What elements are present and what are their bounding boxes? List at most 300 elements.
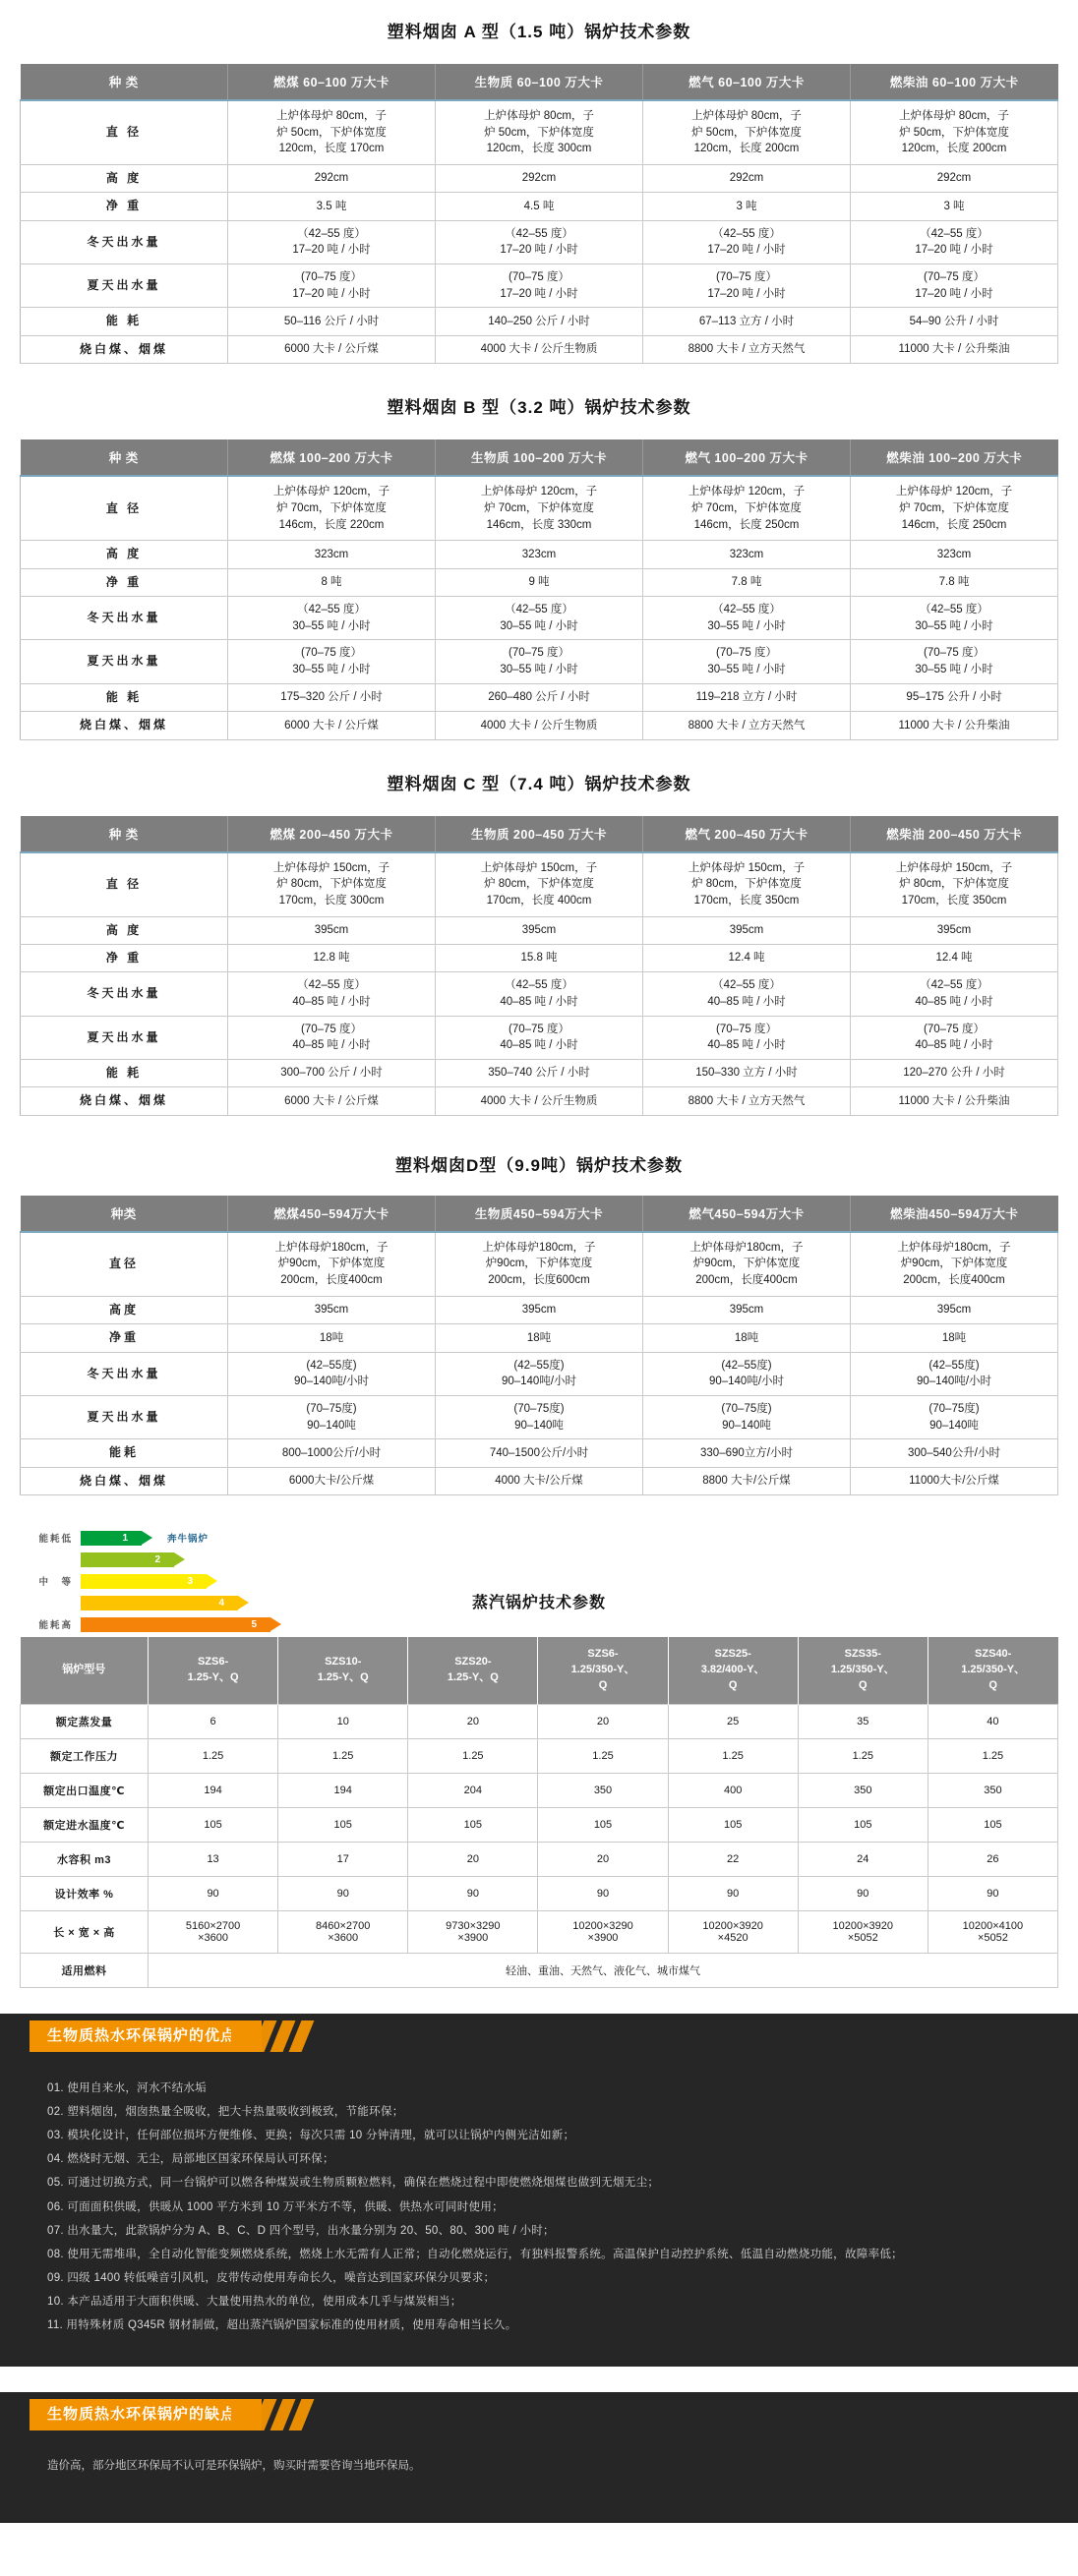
table-a-body (21, 100, 1058, 364)
table-cell: 上炉体母炉 150cm，子 炉 80cm，下炉体宽度 170cm，长度 300cm (228, 852, 436, 917)
table-a-col-3: 燃气 60–100 万大卡 (643, 64, 851, 100)
table-cell: 上炉体母炉 150cm，子 炉 80cm，下炉体宽度 170cm，长度 400cm (436, 852, 643, 917)
row-label: 烧白煤、烟煤 (21, 1467, 228, 1494)
table-c-col-1: 燃煤 200–450 万大卡 (228, 816, 436, 852)
table-cell: 8800 大卡/公斤煤 (643, 1467, 851, 1494)
steam-row (21, 1738, 1058, 1773)
bottom-spacer (0, 2501, 1078, 2523)
table-row (21, 541, 1058, 568)
table-cell: （42–55 度） 17–20 吨 / 小时 (228, 220, 436, 263)
table-cell: 上炉体母炉 80cm，子 炉 50cm，下炉体宽度 120cm，长度 170cm (228, 100, 436, 165)
table-cell: 6000大卡/公斤煤 (228, 1467, 436, 1494)
white-gap-2 (0, 2367, 1078, 2392)
table-cell: 300–700 公斤 / 小时 (228, 1060, 436, 1087)
steam-cell: 24 (798, 1842, 928, 1876)
energy-bar-row (20, 1572, 1058, 1590)
row-label: 净 重 (21, 568, 228, 596)
table-c-header-row (21, 816, 1058, 852)
table-cell: 67–113 立方 / 小时 (643, 308, 851, 335)
row-label: 烧白煤、烟煤 (21, 712, 228, 739)
table-row (21, 1439, 1058, 1467)
table-c (20, 816, 1058, 1116)
advantages-list (0, 2059, 1078, 2368)
table-b-col-1: 燃煤 100–200 万大卡 (228, 439, 436, 476)
table-cell: 18吨 (228, 1324, 436, 1352)
row-label: 冬天出水量 (21, 597, 228, 640)
steam-body (21, 1704, 1058, 1987)
table-cell: (70–75 度） 30–55 吨 / 小时 (228, 640, 436, 683)
table-cell: 4000 大卡 / 公斤生物质 (436, 712, 643, 739)
table-cell: 4000 大卡 / 公斤生物质 (436, 1087, 643, 1115)
table-b-header-row (21, 439, 1058, 476)
steam-col-header: SZS6- 1.25/350-Y、 Q (538, 1637, 668, 1704)
steam-cell: 105 (798, 1807, 928, 1842)
table-cell: 800–1000公斤/小时 (228, 1439, 436, 1467)
table-d-col-3: 燃气450–594万大卡 (643, 1196, 851, 1232)
steam-cell: 105 (538, 1807, 668, 1842)
row-label: 净重 (21, 1324, 228, 1352)
table-d-col-4: 燃柴油450–594万大卡 (851, 1196, 1058, 1232)
table-d-col-1: 燃煤450–594万大卡 (228, 1196, 436, 1232)
steam-cell: 17 (278, 1842, 408, 1876)
steam-col-header: SZS40- 1.25/350-Y、 Q (928, 1637, 1057, 1704)
table-row (21, 1352, 1058, 1395)
steam-cell: 1.25 (538, 1738, 668, 1773)
table-cell: 11000大卡/公斤煤 (851, 1467, 1058, 1494)
steam-cell: 194 (278, 1773, 408, 1807)
table-row (21, 193, 1058, 220)
steam-col-header: SZS20- 1.25-Y、Q (408, 1637, 538, 1704)
table-row (21, 220, 1058, 263)
table-cell: 6000 大卡 / 公斤煤 (228, 1087, 436, 1115)
table-c-body (21, 852, 1058, 1116)
table-b-col-0: 种 类 (21, 439, 228, 476)
advantage-item: 01. 使用自来水，河水不结水垢 (47, 2081, 207, 2094)
table-d-body (21, 1232, 1058, 1495)
steam-col-header: SZS10- 1.25-Y、Q (278, 1637, 408, 1704)
steam-cell: 1.25 (278, 1738, 408, 1773)
table-cell: 9 吨 (436, 568, 643, 596)
table-b-col-2: 生物质 100–200 万大卡 (436, 439, 643, 476)
table-cell: 8800 大卡 / 立方天然气 (643, 1087, 851, 1115)
row-label: 冬天出水量 (21, 972, 228, 1016)
energy-arrow-icon (81, 1574, 207, 1589)
row-label: 能 耗 (21, 683, 228, 711)
table-cell: 395cm (436, 916, 643, 944)
row-label: 夏天出水量 (21, 264, 228, 308)
table-cell: (42–55度) 90–140吨/小时 (228, 1352, 436, 1395)
table-b (20, 439, 1058, 739)
steam-cell: 1.25 (928, 1738, 1057, 1773)
steam-cell: 26 (928, 1842, 1057, 1876)
steam-cell: 10200×3290 ×3900 (538, 1910, 668, 1953)
table-cell: (70–75 度） 40–85 吨 / 小时 (228, 1016, 436, 1059)
steam-cell: 20 (408, 1704, 538, 1738)
table-row (21, 1060, 1058, 1087)
steam-cell: 35 (798, 1704, 928, 1738)
table-cell: 上炉体母炉 120cm，子 炉 70cm，下炉体宽度 146cm，长度 330cm (436, 476, 643, 541)
table-cell: 292cm (851, 165, 1058, 193)
table-row (21, 916, 1058, 944)
row-label: 能耗 (21, 1439, 228, 1467)
advantages-ribbon-area (0, 2014, 1078, 2059)
table-cell: 323cm (851, 541, 1058, 568)
table-d (20, 1196, 1058, 1495)
table-cell: 3.5 吨 (228, 193, 436, 220)
table-cell: （42–55 度） 30–55 吨 / 小时 (851, 597, 1058, 640)
steam-col-header: SZS6- 1.25-Y、Q (149, 1637, 278, 1704)
white-gap (0, 1988, 1078, 2014)
table-cell: （42–55 度） 40–85 吨 / 小时 (228, 972, 436, 1016)
table-d-col-2: 生物质450–594万大卡 (436, 1196, 643, 1232)
row-label: 直 径 (21, 100, 228, 165)
steam-fuel-label: 适用燃料 (21, 1953, 149, 1987)
steam-row-label: 额定进水温度℃ (21, 1807, 149, 1842)
table-d-title: 塑料烟囱D型（9.9吨）锅炉技术参数 (395, 1155, 683, 1175)
table-cell: 7.8 吨 (643, 568, 851, 596)
steam-cell: 22 (668, 1842, 798, 1876)
table-cell: 395cm (228, 916, 436, 944)
table-cell: 395cm (643, 916, 851, 944)
table-cell: (70–75 度） 17–20 吨 / 小时 (436, 264, 643, 308)
table-row (21, 165, 1058, 193)
table-c-col-3: 燃气 200–450 万大卡 (643, 816, 851, 852)
brand-label: 奔牛锅炉 (167, 1534, 210, 1546)
advantage-item: 05. 可通过切换方式，同一台锅炉可以燃各种煤炭或生物质颗粒燃料，确保在燃烧过程中即使燃烧烟煤也做到无烟无尘； (47, 2177, 660, 2190)
steam-cell: 90 (149, 1876, 278, 1910)
row-label: 夏天出水量 (21, 1016, 228, 1059)
table-cell: 18吨 (436, 1324, 643, 1352)
table-row (21, 972, 1058, 1016)
table-row (21, 335, 1058, 363)
table-cell: 350–740 公斤 / 小时 (436, 1060, 643, 1087)
ribbon-arrow-icon (231, 2020, 253, 2052)
table-cell: (70–75度) 90–140吨 (851, 1395, 1058, 1438)
steam-row-label: 额定工作压力 (21, 1738, 149, 1773)
table-cell: 292cm (643, 165, 851, 193)
table-cell: 上炉体母炉 120cm，子 炉 70cm，下炉体宽度 146cm，长度 220cm (228, 476, 436, 541)
row-label: 直 径 (21, 476, 228, 541)
table-cell: 292cm (436, 165, 643, 193)
steam-cell: 90 (668, 1876, 798, 1910)
row-label: 高度 (21, 1296, 228, 1323)
steam-cell: 9730×3290 ×3900 (408, 1910, 538, 1953)
steam-row (21, 1807, 1058, 1842)
table-row (21, 1395, 1058, 1438)
steam-cell: 40 (928, 1704, 1057, 1738)
disadvantages-section (0, 2392, 1078, 2523)
steam-row-label: 额定蒸发量 (21, 1704, 149, 1738)
table-cell: 18吨 (643, 1324, 851, 1352)
table-cell: 395cm (643, 1296, 851, 1323)
row-label: 冬天出水量 (21, 1352, 228, 1395)
table-cell: 300–540公升/小时 (851, 1439, 1058, 1467)
steam-row (21, 1773, 1058, 1807)
steam-cell: 1.25 (408, 1738, 538, 1773)
steam-cell: 350 (928, 1773, 1057, 1807)
table-cell: 上炉体母炉180cm，子 炉90cm，下炉体宽度 200cm，长度400cm (228, 1232, 436, 1297)
steam-row (21, 1910, 1058, 1953)
steam-cell: 90 (538, 1876, 668, 1910)
advantage-item: 06. 可面面积供暖，供暖从 1000 平方米到 10 万平米方不等，供暖、供热水可同时使用； (47, 2200, 504, 2213)
table-cell: 上炉体母炉 120cm，子 炉 70cm，下炉体宽度 146cm，长度 250cm (643, 476, 851, 541)
row-label: 夏天出水量 (21, 640, 228, 683)
table-cell: (70–75 度） 17–20 吨 / 小时 (851, 264, 1058, 308)
table-cell: 140–250 公斤 / 小时 (436, 308, 643, 335)
table-row (21, 944, 1058, 971)
row-label: 高 度 (21, 916, 228, 944)
table-cell: (70–75度) 90–140吨 (643, 1395, 851, 1438)
steam-cell: 10200×4100 ×5052 (928, 1910, 1057, 1953)
row-label: 高 度 (21, 541, 228, 568)
table-cell: （42–55 度） 30–55 吨 / 小时 (643, 597, 851, 640)
advantage-item: 08. 使用无需堆串，全自动化智能变频燃烧系统，燃烧上水无需有人正常；自动化燃烧运行，有独料报警系统。高温保护自动控护系统、低温自动燃烧功能，故障率低； (47, 2248, 903, 2260)
table-cell: 上炉体母炉 80cm，子 炉 50cm，下炉体宽度 120cm，长度 200cm (643, 100, 851, 165)
steam-cell: 105 (668, 1807, 798, 1842)
row-label: 净 重 (21, 944, 228, 971)
energy-efficiency-chart (20, 1529, 1058, 1637)
table-cell: 12.4 吨 (643, 944, 851, 971)
steam-row-label: 水容积 m3 (21, 1842, 149, 1876)
steam-col-header: SZS35- 1.25/350-Y、 Q (798, 1637, 928, 1704)
ribbon-arrow-icon-2 (231, 2399, 253, 2430)
steam-row (21, 1876, 1058, 1910)
row-label: 能 耗 (21, 1060, 228, 1087)
table-cell: 50–116 公斤 / 小时 (228, 308, 436, 335)
row-label: 能 耗 (21, 308, 228, 335)
table-cell: （42–55 度） 30–55 吨 / 小时 (436, 597, 643, 640)
table-cell: (42–55度) 90–140吨/小时 (643, 1352, 851, 1395)
advantage-item: 10. 本产品适用于大面积供暖、大量使用热水的单位，使用成本几乎与煤炭相当； (47, 2296, 462, 2309)
table-cell: 323cm (436, 541, 643, 568)
table-row (21, 1324, 1058, 1352)
table-cell: 上炉体母炉180cm，子 炉90cm，下炉体宽度 200cm，长度400cm (643, 1232, 851, 1297)
steam-cell: 204 (408, 1773, 538, 1807)
row-label: 夏天出水量 (21, 1395, 228, 1438)
table-cell: 395cm (851, 1296, 1058, 1323)
table-cell: 4.5 吨 (436, 193, 643, 220)
table-row (21, 712, 1058, 739)
steam-cell: 20 (408, 1842, 538, 1876)
steam-cell: 1.25 (798, 1738, 928, 1773)
table-cell: 323cm (643, 541, 851, 568)
table-cell: 12.8 吨 (228, 944, 436, 971)
disadvantages-text: 造价高，部分地区环保局不认可是环保锅炉，购买时需要咨询当地环保局。 (0, 2437, 1078, 2501)
table-cell: 12.4 吨 (851, 944, 1058, 971)
energy-arrow-icon (81, 1552, 174, 1567)
table-a-header-row (21, 64, 1058, 100)
steam-col-header: 锅炉型号 (21, 1637, 149, 1704)
table-cell: 上炉体母炉 80cm，子 炉 50cm，下炉体宽度 120cm，长度 300cm (436, 100, 643, 165)
table-row (21, 683, 1058, 711)
table-c-col-2: 生物质 200–450 万大卡 (436, 816, 643, 852)
steam-cell: 10 (278, 1704, 408, 1738)
steam-cell: 10200×3920 ×4520 (668, 1910, 798, 1953)
table-d-col-0: 种类 (21, 1196, 228, 1232)
table-cell: （42–55 度） 17–20 吨 / 小时 (851, 220, 1058, 263)
energy-bar-row (20, 1529, 1058, 1547)
steam-fuel-value: 轻油、重油、天然气、液化气、城市煤气 (149, 1953, 1058, 1987)
table-cell: 11000 大卡 / 公升柴油 (851, 712, 1058, 739)
table-cell: 11000 大卡 / 公升柴油 (851, 1087, 1058, 1115)
steam-row (21, 1842, 1058, 1876)
advantage-item: 09. 四级 1400 转低噪音引风机，皮带传动使用寿命长久，噪音达到国家环保分贝要求； (47, 2272, 496, 2284)
steam-cell: 1.25 (149, 1738, 278, 1773)
steam-cell: 5160×2700 ×3600 (149, 1910, 278, 1953)
energy-arrow-icon (81, 1617, 270, 1632)
advantages-heading: 生物质热水环保锅炉的优点 (30, 2020, 262, 2052)
table-cell: 395cm (436, 1296, 643, 1323)
table-cell: 8 吨 (228, 568, 436, 596)
energy-bar-row (20, 1551, 1058, 1568)
energy-bars (20, 1529, 1058, 1633)
table-cell: (42–55度) 90–140吨/小时 (851, 1352, 1058, 1395)
disadvantages-heading: 生物质热水环保锅炉的缺点 (30, 2399, 262, 2430)
advantages-section (0, 2014, 1078, 2368)
table-cell: 260–480 公斤 / 小时 (436, 683, 643, 711)
row-label: 烧白煤、烟煤 (21, 1087, 228, 1115)
table-cell: 8800 大卡 / 立方天然气 (643, 335, 851, 363)
table-b-col-3: 燃气 100–200 万大卡 (643, 439, 851, 476)
steam-cell: 105 (928, 1807, 1057, 1842)
table-cell: 8800 大卡 / 立方天然气 (643, 712, 851, 739)
table-cell: 330–690立方/小时 (643, 1439, 851, 1467)
table-cell: 4000 大卡 / 公斤生物质 (436, 335, 643, 363)
steam-cell: 13 (149, 1842, 278, 1876)
steam-row (21, 1704, 1058, 1738)
table-cell: (70–75 度） 30–55 吨 / 小时 (643, 640, 851, 683)
table-a (20, 64, 1058, 364)
advantage-item: 07. 出水量大，此款锅炉分为 A、B、C、D 四个型号，出水量分别为 20、50、80、300 吨 / 小时； (47, 2224, 555, 2237)
steam-cell: 20 (538, 1704, 668, 1738)
table-cell: (70–75 度） 30–55 吨 / 小时 (851, 640, 1058, 683)
table-cell: 175–320 公斤 / 小时 (228, 683, 436, 711)
table-cell: 54–90 公升 / 小时 (851, 308, 1058, 335)
table-a-col-2: 生物质 60–100 万大卡 (436, 64, 643, 100)
table-cell: （42–55 度） 30–55 吨 / 小时 (228, 597, 436, 640)
table-cell: 4000 大卡/公斤煤 (436, 1467, 643, 1494)
table-cell: 上炉体母炉 150cm，子 炉 80cm，下炉体宽度 170cm，长度 350cm (643, 852, 851, 917)
table-cell: (70–75度) 90–140吨 (228, 1395, 436, 1438)
table-cell: 120–270 公升 / 小时 (851, 1060, 1058, 1087)
energy-arrow-number: 2 (154, 1553, 160, 1565)
table-cell: (70–75 度） 40–85 吨 / 小时 (643, 1016, 851, 1059)
table-a-col-4: 燃柴油 60–100 万大卡 (851, 64, 1058, 100)
table-row (21, 568, 1058, 596)
advantage-item: 03. 模块化设计，任何部位损坏方便维修、更换；每次只需 10 分钟清理，就可以让锅炉内侧光洁如新； (47, 2130, 575, 2142)
table-cell: 740–1500公斤/小时 (436, 1439, 643, 1467)
table-cell: （42–55 度） 40–85 吨 / 小时 (643, 972, 851, 1016)
table-cell: 395cm (228, 1296, 436, 1323)
steam-header-row (21, 1637, 1058, 1704)
table-cell: (70–75 度） 17–20 吨 / 小时 (228, 264, 436, 308)
table-cell: 292cm (228, 165, 436, 193)
steam-row-label: 额定出口温度℃ (21, 1773, 149, 1807)
table-row (21, 852, 1058, 917)
table-cell: (70–75 度） 17–20 吨 / 小时 (643, 264, 851, 308)
table-row (21, 1087, 1058, 1115)
steam-cell: 25 (668, 1704, 798, 1738)
table-d-header-row (21, 1196, 1058, 1232)
table-a-title: 塑料烟囱 A 型（1.5 吨）锅炉技术参数 (387, 23, 691, 41)
steam-cell: 90 (798, 1876, 928, 1910)
table-a-col-1: 燃煤 60–100 万大卡 (228, 64, 436, 100)
steam-cell: 6 (149, 1704, 278, 1738)
steam-col-header: SZS25- 3.82/400-Y、 Q (668, 1637, 798, 1704)
steam-cell: 8460×2700 ×3600 (278, 1910, 408, 1953)
table-a-col-0: 种 类 (21, 64, 228, 100)
energy-bar-label: 能耗低 (38, 1534, 73, 1546)
table-row (21, 1232, 1058, 1297)
table-c-col-0: 种 类 (21, 816, 228, 852)
steam-cell: 20 (538, 1842, 668, 1876)
table-cell: (70–75 度） 40–85 吨 / 小时 (436, 1016, 643, 1059)
table-cell: 395cm (851, 916, 1058, 944)
table-row (21, 308, 1058, 335)
table-cell: （42–55 度） 40–85 吨 / 小时 (851, 972, 1058, 1016)
steam-cell: 90 (408, 1876, 538, 1910)
table-row (21, 1467, 1058, 1494)
steam-fuel-row (21, 1953, 1058, 1987)
table-c-title: 塑料烟囱 C 型（7.4 吨）锅炉技术参数 (387, 774, 691, 793)
table-row (21, 1016, 1058, 1059)
steam-row-label: 设计效率 % (21, 1876, 149, 1910)
row-label: 冬天出水量 (21, 220, 228, 263)
table-row (21, 476, 1058, 541)
steam-cell: 105 (408, 1807, 538, 1842)
steam-cell: 105 (278, 1807, 408, 1842)
table-b-title: 塑料烟囱 B 型（3.2 吨）锅炉技术参数 (387, 398, 691, 418)
table-b-col-4: 燃柴油 100–200 万大卡 (851, 439, 1058, 476)
advantage-item: 04. 燃烧时无烟、无尘，局部地区国家环保局认可环保； (47, 2153, 334, 2166)
table-cell: （42–55 度） 17–20 吨 / 小时 (436, 220, 643, 263)
table-cell: (70–75 度） 30–55 吨 / 小时 (436, 640, 643, 683)
energy-arrow-number: 5 (251, 1618, 257, 1630)
energy-arrow-number: 3 (187, 1575, 193, 1587)
energy-arrow-icon (81, 1531, 142, 1546)
advantage-item: 11. 用特殊材质 Q345R 钢材制做，超出蒸汽锅炉国家标准的使用材质，使用寿命相当长久。 (47, 2319, 517, 2332)
table-cell: (70–75 度） 40–85 吨 / 小时 (851, 1016, 1058, 1059)
steam-cell: 350 (538, 1773, 668, 1807)
energy-bar-label: 能耗高 (38, 1620, 73, 1632)
steam-cell: 10200×3920 ×5052 (798, 1910, 928, 1953)
table-cell: 6000 大卡 / 公斤煤 (228, 712, 436, 739)
table-row (21, 640, 1058, 683)
table-row (21, 597, 1058, 640)
steam-cell: 350 (798, 1773, 928, 1807)
steam-cell: 400 (668, 1773, 798, 1807)
table-cell: 15.8 吨 (436, 944, 643, 971)
steam-cell: 90 (278, 1876, 408, 1910)
steam-cell: 1.25 (668, 1738, 798, 1773)
row-label: 烧白煤、烟煤 (21, 335, 228, 363)
table-row (21, 1296, 1058, 1323)
table-cell: 3 吨 (643, 193, 851, 220)
table-cell: 上炉体母炉180cm，子 炉90cm，下炉体宽度 200cm，长度400cm (851, 1232, 1058, 1297)
table-cell: (42–55度) 90–140吨/小时 (436, 1352, 643, 1395)
row-label: 直 径 (21, 852, 228, 917)
table-cell: 119–218 立方 / 小时 (643, 683, 851, 711)
table-cell: （42–55 度） 17–20 吨 / 小时 (643, 220, 851, 263)
steam-table-title: 蒸汽锅炉技术参数 (471, 1595, 606, 1612)
steam-row-label: 长 × 宽 × 高 (21, 1910, 149, 1953)
row-label: 高 度 (21, 165, 228, 193)
energy-bar-row (20, 1615, 1058, 1633)
table-row (21, 264, 1058, 308)
table-row (21, 100, 1058, 165)
table-cell: 上炉体母炉 150cm，子 炉 80cm，下炉体宽度 170cm，长度 350cm (851, 852, 1058, 917)
row-label: 净 重 (21, 193, 228, 220)
